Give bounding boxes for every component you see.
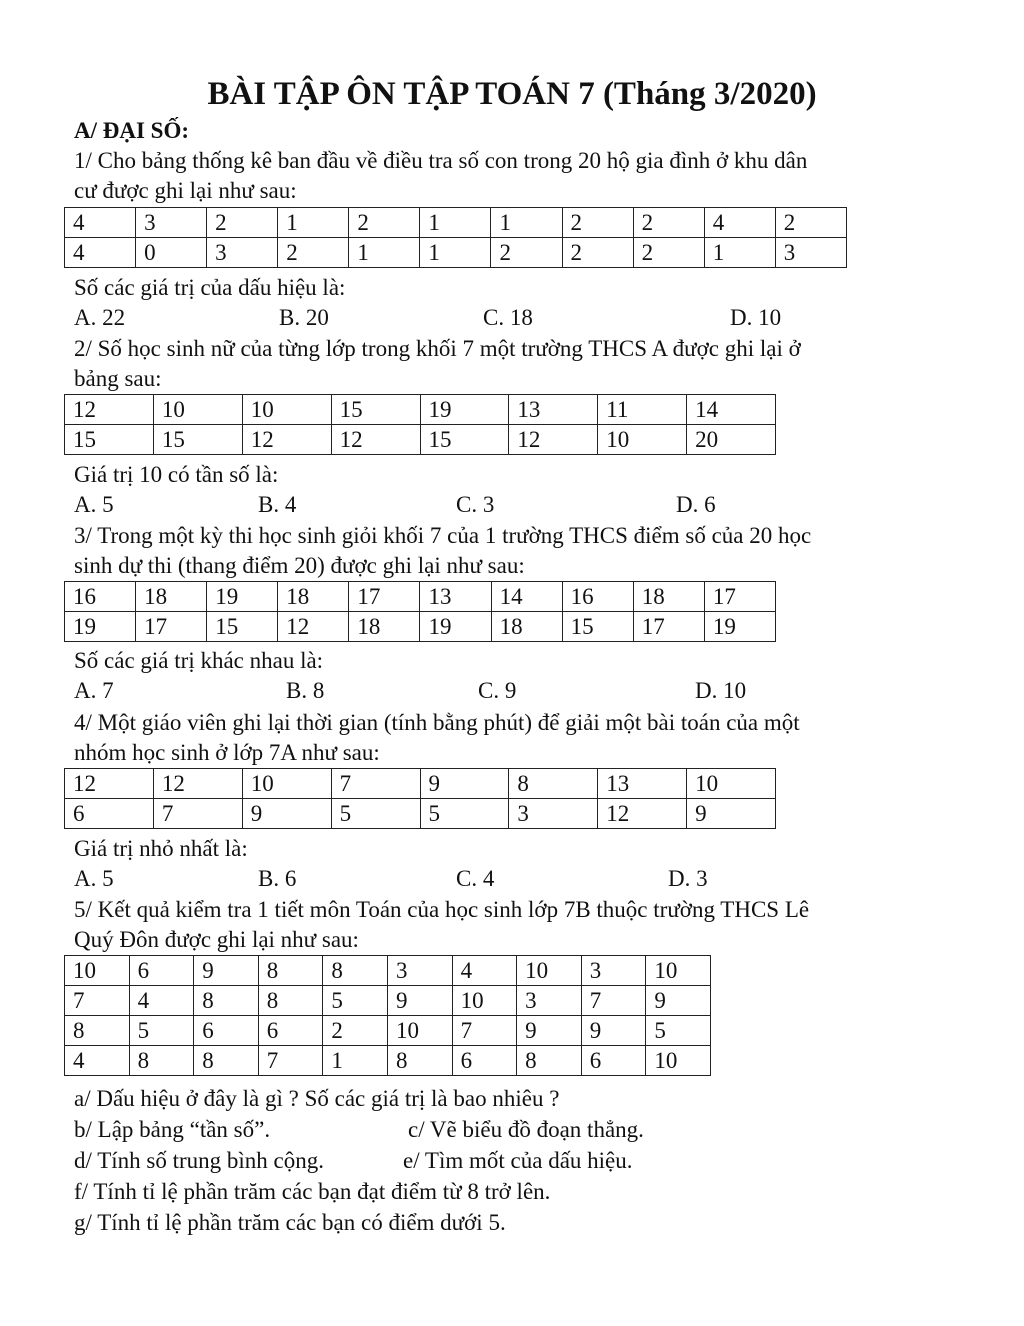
table-cell: 6 xyxy=(452,1046,517,1076)
table-cell: 10 xyxy=(452,986,517,1016)
table-cell: 9 xyxy=(581,1016,646,1046)
problem-4-option-a: A. 5 xyxy=(74,866,114,891)
table-cell: 8 xyxy=(129,1046,194,1076)
table-row xyxy=(65,395,776,425)
table-cell: 9 xyxy=(194,956,259,986)
table-cell: 3 xyxy=(136,208,207,238)
table-row xyxy=(65,799,776,829)
table-cell: 9 xyxy=(687,799,776,829)
table-cell: 7 xyxy=(581,986,646,1016)
table-cell: 15 xyxy=(331,395,420,425)
table-cell: 15 xyxy=(420,425,509,455)
table-cell: 2 xyxy=(323,1016,388,1046)
table-cell: 9 xyxy=(242,799,331,829)
table-cell: 16 xyxy=(65,582,136,612)
table-cell: 8 xyxy=(387,1046,452,1076)
section-heading: A/ ĐẠI SỐ: xyxy=(74,118,190,143)
table-cell: 0 xyxy=(136,238,207,268)
table-cell: 2 xyxy=(775,208,846,238)
problem-2-option-d: D. 6 xyxy=(676,492,716,517)
table-cell: 2 xyxy=(207,208,278,238)
table-cell: 8 xyxy=(258,986,323,1016)
table-row xyxy=(65,1046,711,1076)
problem-4-option-c: C. 4 xyxy=(456,866,495,891)
table-cell: 2 xyxy=(278,238,349,268)
table-cell: 5 xyxy=(331,799,420,829)
problem-1-option-d: D. 10 xyxy=(730,305,782,330)
table-cell: 6 xyxy=(65,799,154,829)
table-row xyxy=(65,425,776,455)
table-cell: 15 xyxy=(207,612,278,642)
table-cell: 13 xyxy=(420,582,491,612)
table-cell: 3 xyxy=(517,986,582,1016)
table-cell: 7 xyxy=(452,1016,517,1046)
table-cell: 9 xyxy=(387,986,452,1016)
table-cell: 1 xyxy=(420,238,491,268)
table-cell: 5 xyxy=(646,1016,711,1046)
table-cell: 19 xyxy=(420,395,509,425)
table-cell: 7 xyxy=(331,769,420,799)
problem-3-option-d: D. 10 xyxy=(695,678,747,703)
table-cell: 15 xyxy=(65,425,154,455)
problem-1-option-a: A. 22 xyxy=(74,305,126,330)
table-cell: 9 xyxy=(420,769,509,799)
problem-2-text-line-2: bảng sau: xyxy=(74,366,162,391)
table-cell: 1 xyxy=(349,238,420,268)
table-row xyxy=(65,208,847,238)
table-row xyxy=(65,582,776,612)
table-cell: 10 xyxy=(242,769,331,799)
table-cell: 1 xyxy=(323,1046,388,1076)
table-row xyxy=(65,1016,711,1046)
table-cell: 4 xyxy=(704,208,775,238)
table-cell: 17 xyxy=(349,582,420,612)
table-cell: 10 xyxy=(687,769,776,799)
table-cell: 5 xyxy=(420,799,509,829)
problem-2-options xyxy=(0,490,1024,520)
table-cell: 1 xyxy=(491,208,562,238)
table-cell: 1 xyxy=(420,208,491,238)
problem-5-task-d: d/ Tính số trung bình cộng. xyxy=(74,1148,325,1173)
problem-1-option-c: C. 18 xyxy=(483,305,533,330)
table-cell: 4 xyxy=(65,208,136,238)
table-cell: 14 xyxy=(687,395,776,425)
problem-3-data-table xyxy=(64,581,776,642)
table-cell: 19 xyxy=(420,612,491,642)
problem-1-text-line-1: 1/ Cho bảng thống kê ban đầu về điều tra số con trong 20 hộ gia đình ở khu dân xyxy=(74,148,808,173)
table-cell: 13 xyxy=(598,769,687,799)
problem-5-task-a: a/ Dấu hiệu ở đây là gì ? Số các giá trị là bao nhiêu ? xyxy=(74,1086,560,1111)
table-cell: 12 xyxy=(153,769,242,799)
table-cell: 7 xyxy=(258,1046,323,1076)
table-cell: 8 xyxy=(194,1046,259,1076)
problem-3-option-c: C. 9 xyxy=(478,678,517,703)
table-cell: 2 xyxy=(562,238,633,268)
table-cell: 10 xyxy=(153,395,242,425)
table-cell: 6 xyxy=(194,1016,259,1046)
problem-5-task-f: f/ Tính tỉ lệ phần trăm các bạn đạt điểm từ 8 trở lên. xyxy=(74,1179,551,1204)
table-cell: 10 xyxy=(387,1016,452,1046)
table-cell: 2 xyxy=(633,238,704,268)
table-row xyxy=(65,769,776,799)
problem-5-tasks-row-1 xyxy=(0,1115,1024,1145)
table-cell: 14 xyxy=(491,582,562,612)
table-cell: 3 xyxy=(509,799,598,829)
problem-4-options xyxy=(0,864,1024,894)
table-cell: 3 xyxy=(207,238,278,268)
problem-3-option-a: A. 7 xyxy=(74,678,114,703)
problem-5-task-e: e/ Tìm mốt của dấu hiệu. xyxy=(403,1148,633,1173)
table-cell: 3 xyxy=(581,956,646,986)
table-cell: 10 xyxy=(65,956,130,986)
table-cell: 6 xyxy=(129,956,194,986)
problem-4-option-d: D. 3 xyxy=(668,866,708,891)
problem-5-task-c: c/ Vẽ biểu đồ đoạn thẳng. xyxy=(408,1117,644,1142)
problem-1-data-table xyxy=(64,207,847,268)
table-cell: 1 xyxy=(278,208,349,238)
table-cell: 4 xyxy=(452,956,517,986)
table-cell: 4 xyxy=(65,238,136,268)
table-row xyxy=(65,238,847,268)
table-cell: 8 xyxy=(65,1016,130,1046)
problem-3-option-b: B. 8 xyxy=(286,678,325,703)
table-cell: 10 xyxy=(598,425,687,455)
problem-3-text-line-2: sinh dự thi (thang điểm 20) được ghi lại như sau: xyxy=(74,553,525,578)
table-cell: 7 xyxy=(65,986,130,1016)
table-cell: 2 xyxy=(349,208,420,238)
table-cell: 18 xyxy=(136,582,207,612)
table-cell: 9 xyxy=(646,986,711,1016)
table-cell: 2 xyxy=(491,238,562,268)
problem-2-question: Giá trị 10 có tần số là: xyxy=(74,462,279,487)
problem-5-text-line-1: 5/ Kết quả kiểm tra 1 tiết môn Toán của học sinh lớp 7B thuộc trường THCS Lê xyxy=(74,897,810,922)
table-cell: 10 xyxy=(242,395,331,425)
table-cell: 18 xyxy=(278,582,349,612)
problem-3-question: Số các giá trị khác nhau là: xyxy=(74,648,324,673)
table-cell: 8 xyxy=(509,769,598,799)
problem-3-text-line-1: 3/ Trong một kỳ thi học sinh giỏi khối 7 của 1 trường THCS điểm số của 20 học xyxy=(74,523,812,548)
problem-3-options xyxy=(0,676,1024,706)
table-cell: 12 xyxy=(509,425,598,455)
table-cell: 8 xyxy=(194,986,259,1016)
problem-4-data-table xyxy=(64,768,776,829)
table-cell: 10 xyxy=(646,1046,711,1076)
table-cell: 17 xyxy=(704,582,775,612)
table-cell: 7 xyxy=(153,799,242,829)
table-cell: 17 xyxy=(136,612,207,642)
problem-4-option-b: B. 6 xyxy=(258,866,297,891)
problem-2-text-line-1: 2/ Số học sinh nữ của từng lớp trong khối 7 một trường THCS A được ghi lại ở xyxy=(74,336,801,361)
table-cell: 19 xyxy=(65,612,136,642)
problem-4-question: Giá trị nhỏ nhất là: xyxy=(74,836,248,861)
table-cell: 3 xyxy=(387,956,452,986)
table-cell: 12 xyxy=(65,395,154,425)
table-cell: 6 xyxy=(258,1016,323,1046)
table-cell: 19 xyxy=(207,582,278,612)
table-cell: 17 xyxy=(633,612,704,642)
table-cell: 12 xyxy=(598,799,687,829)
table-cell: 18 xyxy=(491,612,562,642)
table-row xyxy=(65,956,711,986)
table-cell: 20 xyxy=(687,425,776,455)
table-cell: 13 xyxy=(509,395,598,425)
table-cell: 8 xyxy=(258,956,323,986)
table-row xyxy=(65,986,711,1016)
table-cell: 9 xyxy=(517,1016,582,1046)
table-cell: 15 xyxy=(153,425,242,455)
table-cell: 2 xyxy=(562,208,633,238)
problem-5-task-b: b/ Lập bảng “tần số”. xyxy=(74,1117,271,1142)
table-cell: 12 xyxy=(331,425,420,455)
problem-5-data-table xyxy=(64,955,711,1076)
table-cell: 6 xyxy=(581,1046,646,1076)
table-cell: 18 xyxy=(349,612,420,642)
problem-2-option-c: C. 3 xyxy=(456,492,495,517)
table-cell: 19 xyxy=(704,612,775,642)
table-cell: 10 xyxy=(517,956,582,986)
problem-1-option-b: B. 20 xyxy=(279,305,329,330)
table-cell: 5 xyxy=(323,986,388,1016)
table-cell: 16 xyxy=(562,582,633,612)
table-cell: 12 xyxy=(65,769,154,799)
table-cell: 18 xyxy=(633,582,704,612)
problem-5-text-line-2: Quý Đôn được ghi lại như sau: xyxy=(74,927,359,952)
problem-1-options xyxy=(0,303,1024,333)
table-cell: 8 xyxy=(517,1046,582,1076)
table-cell: 11 xyxy=(598,395,687,425)
table-cell: 1 xyxy=(704,238,775,268)
table-cell: 12 xyxy=(242,425,331,455)
table-cell: 8 xyxy=(323,956,388,986)
problem-5-tasks-row-2 xyxy=(0,1146,1024,1176)
problem-2-option-b: B. 4 xyxy=(258,492,297,517)
problem-1-question: Số các giá trị của dấu hiệu là: xyxy=(74,275,346,300)
table-cell: 3 xyxy=(775,238,846,268)
table-row xyxy=(65,612,776,642)
problem-4-text-line-2: nhóm học sinh ở lớp 7A như sau: xyxy=(74,740,380,765)
table-cell: 12 xyxy=(278,612,349,642)
table-cell: 15 xyxy=(562,612,633,642)
problem-1-text-line-2: cư được ghi lại như sau: xyxy=(74,178,297,203)
problem-2-option-a: A. 5 xyxy=(74,492,114,517)
problem-4-text-line-1: 4/ Một giáo viên ghi lại thời gian (tính bằng phút) để giải một bài toán của một xyxy=(74,710,800,735)
table-cell: 4 xyxy=(129,986,194,1016)
table-cell: 5 xyxy=(129,1016,194,1046)
worksheet-title: BÀI TẬP ÔN TẬP TOÁN 7 (Tháng 3/2020) xyxy=(207,76,817,112)
table-cell: 2 xyxy=(633,208,704,238)
problem-2-data-table xyxy=(64,394,776,455)
table-cell: 10 xyxy=(646,956,711,986)
problem-5-task-g: g/ Tính tỉ lệ phần trăm các bạn có điểm dưới 5. xyxy=(74,1210,506,1235)
table-cell: 4 xyxy=(65,1046,130,1076)
